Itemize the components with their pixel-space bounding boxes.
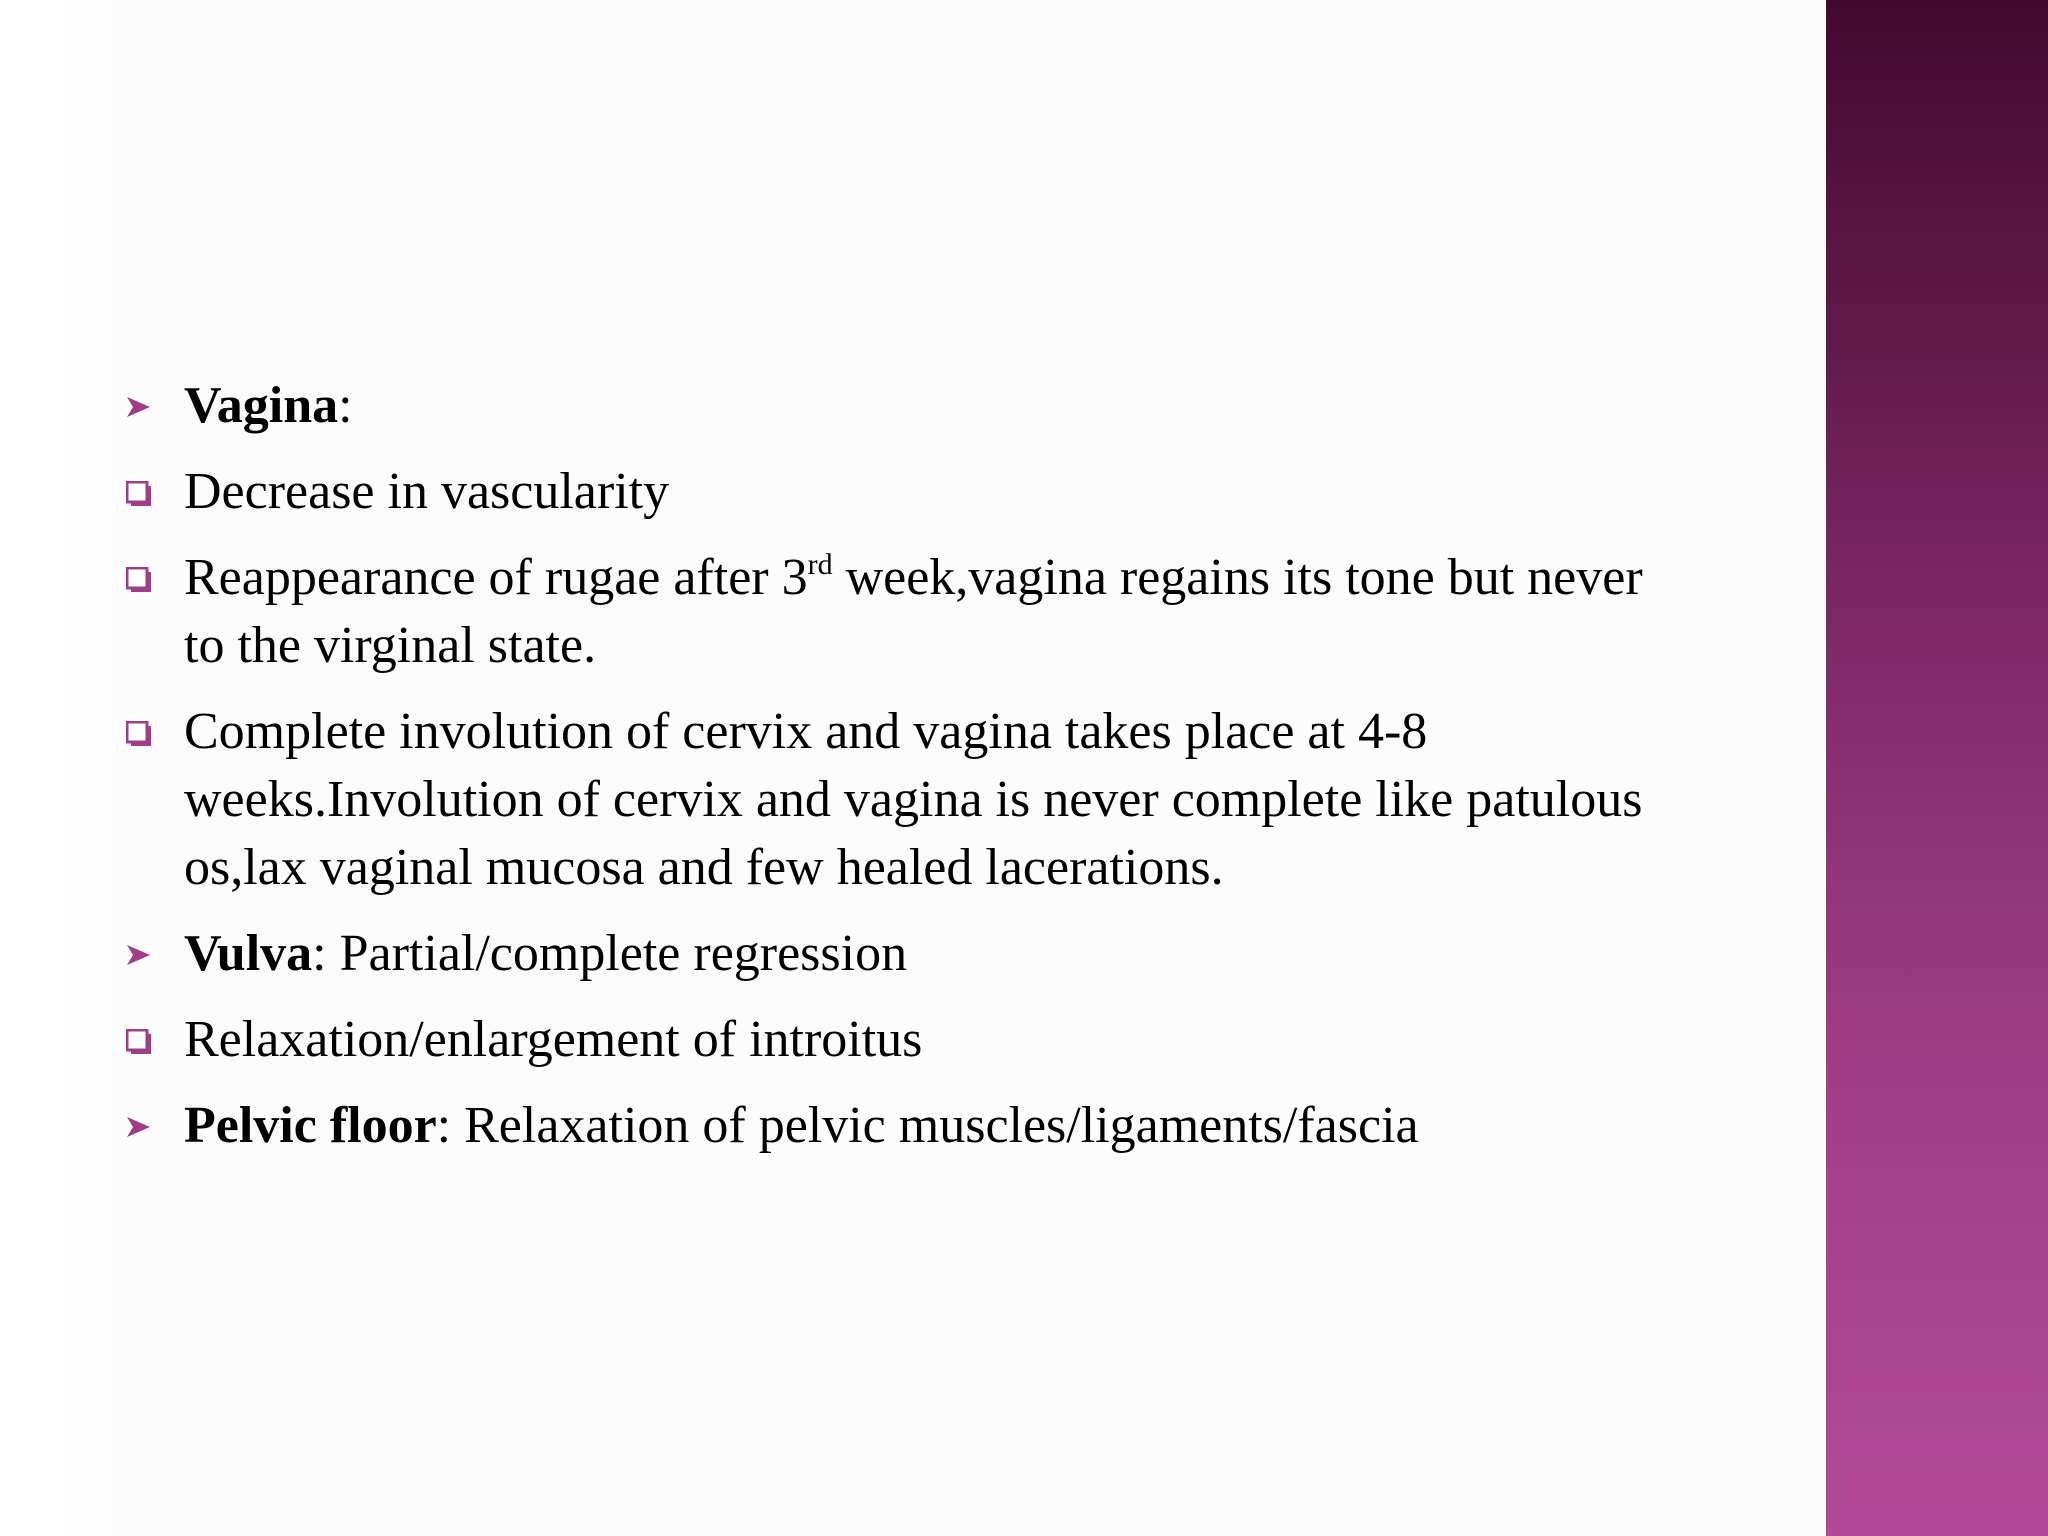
arrow-bullet-icon — [120, 372, 164, 440]
arrow-bullet-icon — [120, 920, 164, 988]
arrow-bullet-icon — [120, 1092, 164, 1160]
square-bullet-icon — [120, 544, 164, 612]
list-item-vascularity — [120, 458, 1680, 526]
item-text-before: Reappearance of rugae after 3 — [184, 549, 808, 606]
item-text: Decrease in vascularity — [184, 463, 670, 520]
square-bullet-icon — [120, 698, 164, 766]
item-label: Vagina — [184, 377, 339, 434]
item-text: : — [338, 377, 353, 434]
item-label: Vulva — [184, 925, 313, 982]
square-bullet-icon — [120, 458, 164, 526]
list-item-involution — [120, 698, 1680, 902]
list-item-introitus — [120, 1006, 1680, 1074]
item-text: Complete involution of cervix and vagina takes place at 4-8 weeks.Involution of cervix and vagina is never complete like patulous os,lax vaginal mucosa and few healed lacerations. — [184, 703, 1643, 896]
list-item-vulva — [120, 920, 1680, 988]
list-item-pelvic-floor — [120, 1092, 1680, 1160]
item-text: : Relaxation of pelvic muscles/ligaments/fascia — [436, 1097, 1419, 1154]
list-item-vagina — [120, 372, 1680, 440]
bullet-list — [120, 372, 1680, 1178]
ordinal-superscript: rd — [807, 547, 833, 581]
item-label: Pelvic floor — [184, 1097, 437, 1154]
item-text-after: week,vagina regains its tone but never to the virginal state. — [184, 549, 1643, 674]
item-text: : Partial/complete regression — [312, 925, 908, 982]
list-item-rugae — [120, 544, 1680, 680]
square-bullet-icon — [120, 1006, 164, 1074]
item-text: Relaxation/enlargement of introitus — [184, 1011, 923, 1068]
decorative-side-bar — [1826, 0, 2048, 1536]
